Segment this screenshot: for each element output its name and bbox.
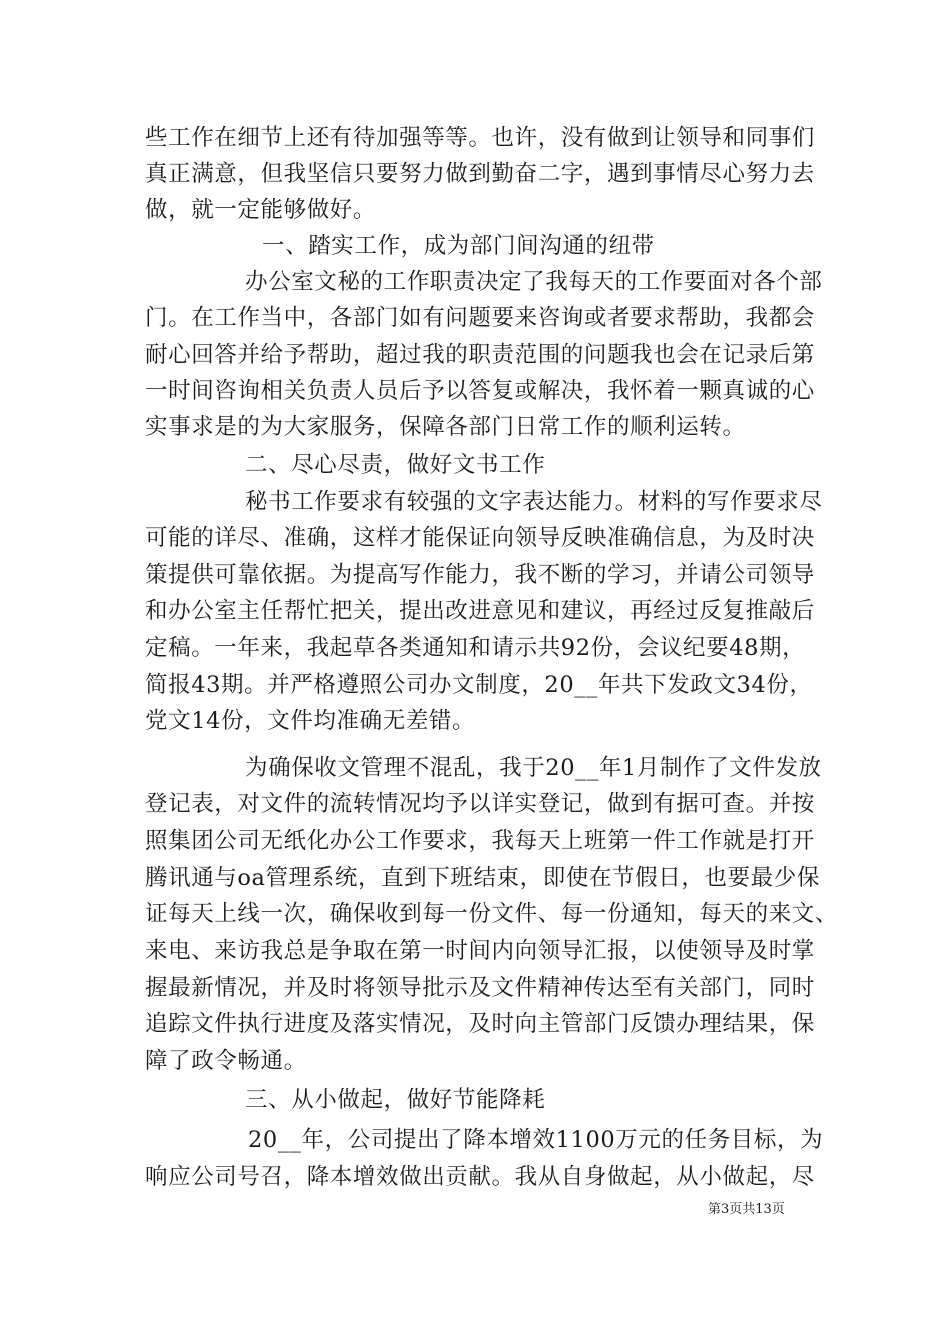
text-line: 简报43期。并严格遵照公司办文制度，20__年共下发政文34份， <box>145 672 813 698</box>
text-line: 响应公司号召，降本增效做出贡献。我从自身做起，从小做起，尽 <box>145 1164 815 1190</box>
text-line: 握最新情况，并及时将领导批示及文件精神传达至有关部门，同时 <box>145 975 815 1001</box>
text-line: 20__年，公司提出了降本增效1100万元的任务目标，为 <box>248 1127 824 1153</box>
text-line: 照集团公司无纸化办公工作要求，我每天上班第一件工作就是打开 <box>145 828 815 854</box>
text-line: 障了政令畅通。 <box>145 1048 307 1074</box>
text-line: 登记表，对文件的流转情况均予以详实登记，做到有据可查。并按 <box>145 791 815 817</box>
text-line: 真正满意，但我坚信只要努力做到勤奋二字，遇到事情尽心努力去 <box>145 161 815 187</box>
text-line: 定稿。一年来，我起草各类通知和请示共92份，会议纪要48期， <box>145 635 806 661</box>
text-line: 秘书工作要求有较强的文字表达能力。材料的写作要求尽 <box>245 489 823 515</box>
text-line: 腾讯通与oa管理系统，直到下班结束，即使在节假日，也要最少保 <box>145 865 820 891</box>
text-line: 追踪文件执行进度及落实情况，及时向主管部门反馈办理结果，保 <box>145 1011 815 1037</box>
text-line: 门。在工作当中，各部门如有问题要来咨询或者要求帮助，我都会 <box>145 305 815 331</box>
text-line: 实事求是的为大家服务，保障各部门日常工作的顺利运转。 <box>145 414 746 440</box>
section-heading: 三、从小做起，做好节能降耗 <box>245 1087 546 1113</box>
text-line: 可能的详尽、准确，这样才能保证向领导反映准确信息，为及时决 <box>145 525 815 551</box>
text-line: 些工作在细节上还有待加强等等。也许，没有做到让领导和同事们 <box>145 125 815 151</box>
text-line: 党文14份，文件均准确无差错。 <box>145 708 476 734</box>
section-heading: 一、踏实工作，成为部门间沟通的纽带 <box>262 233 655 259</box>
text-line: 为确保收文管理不混乱，我于20__年1月制作了文件发放 <box>245 755 822 781</box>
text-line: 策提供可靠依据。为提高写作能力，我不断的学习，并请公司领导 <box>145 562 815 588</box>
text-line: 来电、来访我总是争取在第一时间内向领导汇报，以使领导及时掌 <box>145 938 815 964</box>
text-line: 办公室文秘的工作职责决定了我每天的工作要面对各个部 <box>245 269 823 295</box>
page-number: 第3页共13页 <box>708 1202 785 1217</box>
text-line: 证每天上线一次，确保收到每一份文件、每一份通知，每天的来文、 <box>145 901 839 927</box>
text-line: 和办公室主任帮忙把关，提出改进意见和建议，再经过反复推敲后 <box>145 598 815 624</box>
text-line: 一时间咨询相关负责人员后予以答复或解决，我怀着一颗真诚的心 <box>145 378 815 404</box>
section-heading: 二、尽心尽责，做好文书工作 <box>245 452 546 478</box>
text-line: 耐心回答并给予帮助，超过我的职责范围的问题我也会在记录后第 <box>145 342 815 368</box>
text-line: 做，就一定能够做好。 <box>145 197 377 223</box>
